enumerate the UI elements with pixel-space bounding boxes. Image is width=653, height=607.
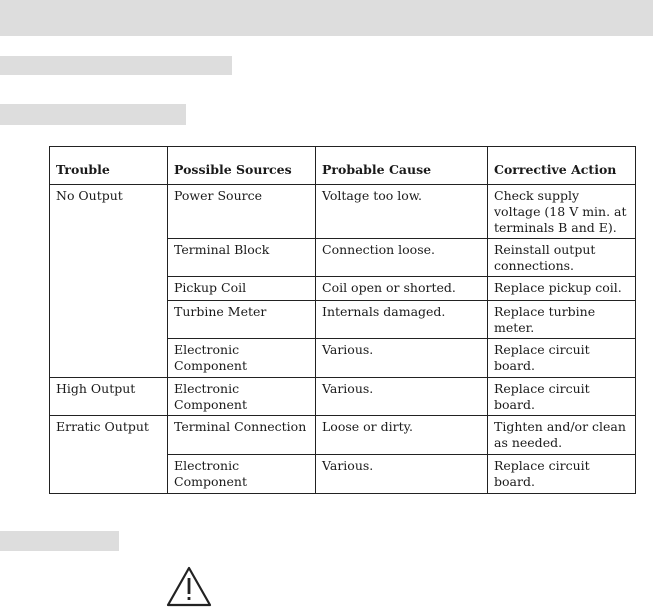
cause-cell: Various. [316, 377, 488, 415]
table-row [50, 377, 636, 415]
cause-cell: Coil open or shorted. [316, 277, 488, 301]
header-trouble: Trouble [50, 147, 168, 185]
header-corrective-action: Corrective Action [488, 147, 636, 185]
trouble-cell: High Output [50, 377, 168, 415]
source-cell: Electronic Component [168, 339, 316, 377]
table-row [50, 415, 636, 454]
troubleshooting-table [49, 146, 636, 494]
table-header-row [50, 147, 636, 185]
action-cell: Tighten and/or clean as needed. [488, 415, 636, 454]
warning-triangle-icon [166, 566, 212, 607]
cause-cell: Loose or dirty. [316, 415, 488, 454]
action-cell: Replace pickup coil. [488, 277, 636, 301]
cause-cell: Connection loose. [316, 239, 488, 277]
action-cell: Replace circuit board. [488, 454, 636, 493]
source-cell: Electronic Component [168, 377, 316, 415]
source-cell: Turbine Meter [168, 301, 316, 339]
header-bar [0, 0, 653, 36]
action-cell: Reinstall output connections. [488, 239, 636, 277]
action-cell: Replace turbine meter. [488, 301, 636, 339]
trouble-cell: Erratic Output [50, 415, 168, 493]
source-cell: Power Source [168, 185, 316, 239]
source-cell: Terminal Block [168, 239, 316, 277]
cause-cell: Various. [316, 454, 488, 493]
action-cell: Replace circuit board. [488, 377, 636, 415]
table-row [50, 185, 636, 239]
action-cell: Check supply voltage (18 V min. at terminals B and E). [488, 185, 636, 239]
cause-cell: Internals damaged. [316, 301, 488, 339]
section-heading-bar [0, 531, 119, 551]
section-heading-bar [0, 56, 232, 75]
source-cell: Pickup Coil [168, 277, 316, 301]
trouble-cell: No Output [50, 185, 168, 378]
source-cell: Electronic Component [168, 454, 316, 493]
cause-cell: Various. [316, 339, 488, 377]
header-possible-sources: Possible Sources [168, 147, 316, 185]
action-cell: Replace circuit board. [488, 339, 636, 377]
header-probable-cause: Probable Cause [316, 147, 488, 185]
source-cell: Terminal Connection [168, 415, 316, 454]
subsection-heading-bar [0, 104, 186, 125]
cause-cell: Voltage too low. [316, 185, 488, 239]
